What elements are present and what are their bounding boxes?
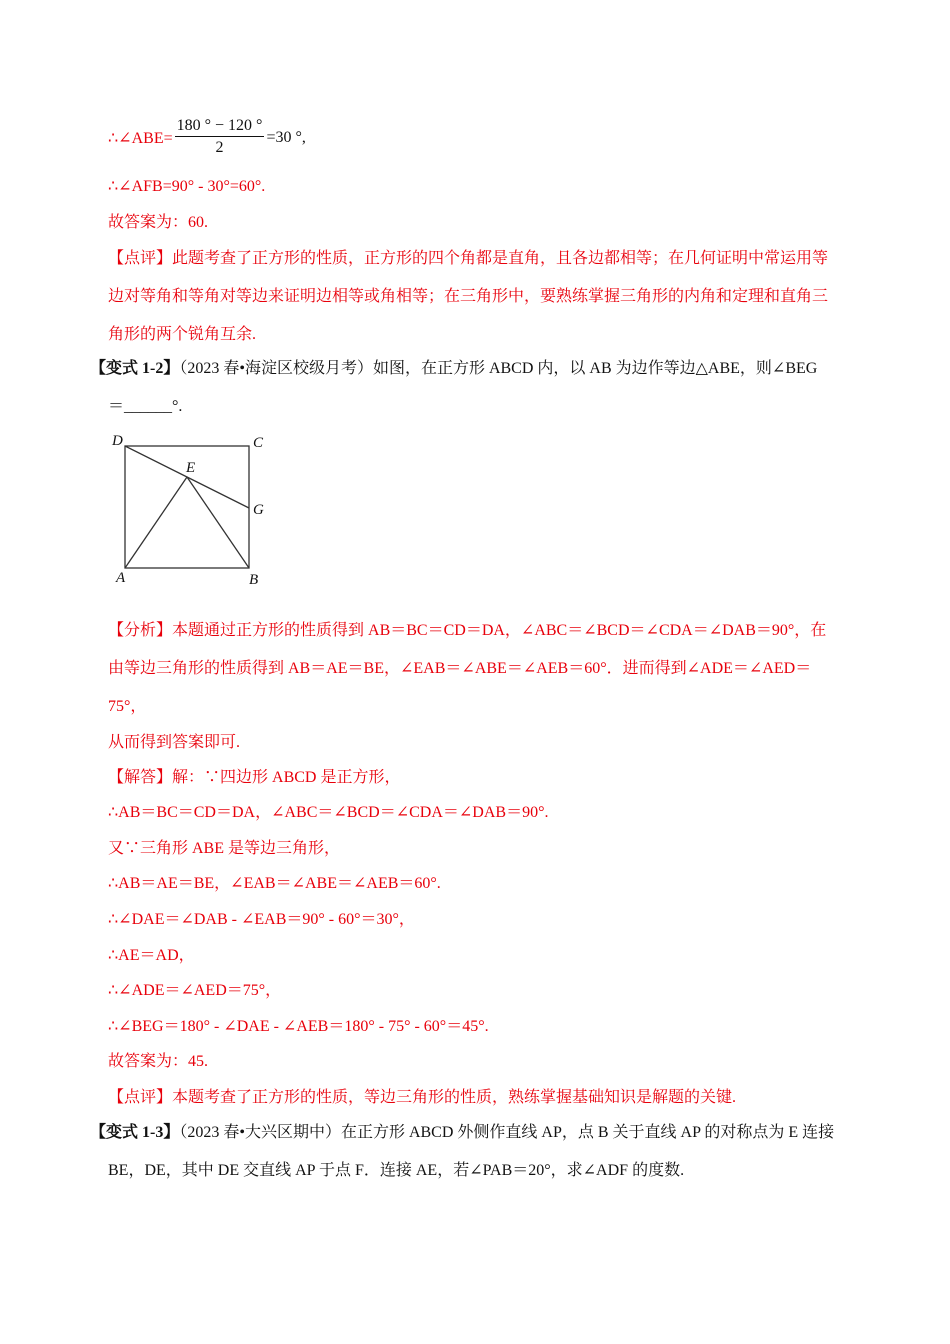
comment-tag: 【点评】 (108, 1089, 173, 1106)
solution-line: ∴∠AFB=90° - 30°=60°. (108, 178, 266, 195)
comment-tag: 【点评】 (108, 250, 173, 267)
fraction (175, 116, 265, 159)
fraction-denominator: 2 (215, 139, 224, 156)
analysis-line: 由等边三角形的性质得到 AB＝AE＝BE，∠EAB＝∠ABE＝∠AEB＝60°．进而得到∠ADE＝∠AED＝ (108, 660, 812, 677)
label-e: E (186, 460, 196, 476)
variant-question (90, 1123, 834, 1143)
question-text: （2023 春•海淀区校级月考）如图，在正方形 ABCD 内，以 AB 为边作等边△ABE，则∠BEG (179, 360, 818, 377)
solution-line: ∴AB＝BC＝CD＝DA，∠ABC＝∠BCD＝∠CDA＝∠DAB＝90°. (108, 804, 549, 821)
answer-line: 故答案为：60. (108, 214, 209, 231)
solution-line (108, 768, 400, 788)
segment-ae (125, 477, 187, 568)
solution-tag: 【解答】 (108, 769, 173, 786)
geometry-figure (100, 425, 280, 595)
variant-tag: 【变式 1-3】 (90, 1124, 180, 1141)
fraction-result: =30 °, (266, 128, 306, 146)
answer-line: 故答案为：45. (108, 1053, 209, 1070)
segment-eb (187, 477, 249, 568)
analysis-line: 75°， (108, 698, 147, 715)
fraction-numerator: 180 ° − 120 ° (175, 116, 265, 137)
comment-text: 此题考查了正方形的性质，正方形的四个角都是直角，且各边都相等；在几何证明中常运用等 (172, 250, 829, 267)
solution-line: ∴AE＝AD， (108, 947, 195, 964)
comment-line (108, 249, 828, 269)
fraction-prefix: ∴∠ABE= (108, 129, 173, 147)
solution-text: 解：∵四边形 ABCD 是正方形， (172, 769, 401, 786)
question-blank: ＝______°. (108, 398, 183, 415)
variant-question (90, 359, 817, 379)
analysis-text: 本题通过正方形的性质得到 AB＝BC＝CD＝DA，∠ABC＝∠BCD＝∠CDA＝∠DAB＝90°，在 (172, 622, 827, 639)
comment-line (108, 1088, 736, 1108)
comment-line: 边对等角和等角对等边来证明边相等或角相等；在三角形中，要熟练掌握三角形的内角和定理和直角三 (108, 288, 829, 305)
analysis-tag: 【分析】 (108, 622, 173, 639)
solution-line: ∴∠ADE＝∠AED＝75°， (108, 982, 282, 999)
question-text: （2023 春•大兴区期中）在正方形 ABCD 外侧作直线 AP，点 B 关于直线 AP 的对称点为 E 连接 (179, 1124, 835, 1141)
comment-line: 角形的两个锐角互余. (108, 326, 257, 343)
solution-line: ∴AB＝AE＝BE，∠EAB＝∠ABE＝∠AEB＝60°. (108, 875, 441, 892)
label-b: B (249, 572, 259, 588)
label-a: A (116, 570, 126, 586)
label-c: C (253, 435, 264, 451)
label-d: D (112, 433, 123, 449)
analysis-line: 从而得到答案即可. (108, 734, 241, 751)
analysis-line (108, 621, 826, 641)
solution-line: 又∵三角形 ABE 是等边三角形， (108, 840, 341, 857)
question-text-cont: BE，DE，其中 DE 交直线 AP 于点 F．连接 AE，若∠PAB＝20°，求∠ADF 的度数. (108, 1162, 685, 1179)
fraction-equation (108, 116, 306, 159)
comment-text: 本题考查了正方形的性质，等边三角形的性质，熟练掌握基础知识是解题的关键. (172, 1089, 737, 1106)
solution-line: ∴∠BEG＝180° - ∠DAE - ∠AEB＝180° - 75° - 60°＝45°. (108, 1018, 489, 1035)
label-g: G (253, 502, 264, 518)
variant-tag: 【变式 1-2】 (90, 360, 180, 377)
solution-line: ∴∠DAE＝∠DAB - ∠EAB＝90° - 60°＝30°， (108, 911, 415, 928)
